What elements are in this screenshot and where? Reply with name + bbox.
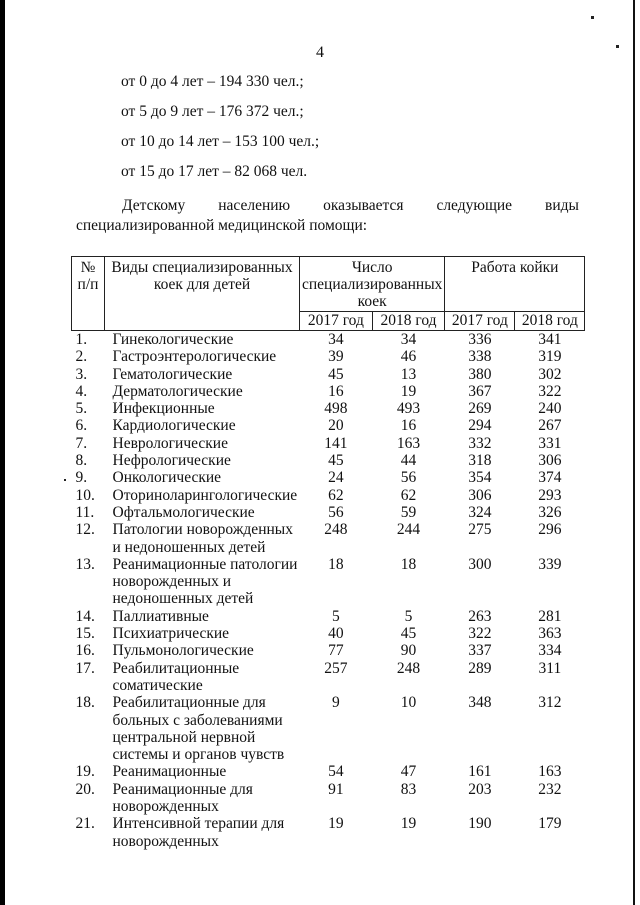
- row-number: 21.: [75, 815, 95, 833]
- row-number: 18.: [75, 694, 95, 712]
- table-row: [72, 417, 585, 434]
- bed-type-name: Реабилитационные соматические: [112, 659, 240, 694]
- bed-work-2018: 311: [538, 659, 562, 677]
- row-number: 16.: [75, 642, 95, 660]
- bed-work-2018: 240: [538, 400, 562, 418]
- bed-type-name: Паллиативные: [112, 607, 209, 625]
- beds-2017: 91: [328, 780, 344, 798]
- bed-work-2018: 232: [538, 780, 562, 798]
- bed-work-2017: 338: [468, 348, 492, 366]
- bed-type-name: Реанимационные: [112, 763, 227, 781]
- beds-2017: 34: [328, 331, 344, 348]
- bed-type-name: Гинекологические: [112, 331, 234, 348]
- bed-work-2018: 363: [538, 625, 562, 643]
- bed-work-2017: 275: [468, 521, 492, 539]
- bed-work-2018: 339: [538, 555, 562, 573]
- table-row: [72, 487, 585, 504]
- bed-work-2017: 289: [468, 659, 492, 677]
- age-group-item: от 0 до 4 лет – 194 330 чел.;: [121, 73, 304, 90]
- beds-2018: 44: [400, 452, 417, 470]
- bed-work-2018: 267: [538, 417, 562, 435]
- table-row: [72, 625, 585, 642]
- beds-2018: 493: [396, 400, 421, 418]
- beds-2017: 77: [328, 642, 344, 660]
- header-beds-count: Число специализированных коек: [300, 257, 445, 312]
- beds-2017: 141: [324, 434, 348, 452]
- bed-type-name: Онкологические: [112, 469, 222, 487]
- bed-work-2018: 322: [538, 382, 562, 400]
- header-work-2017: 2017 год: [445, 312, 515, 331]
- bed-type-name: Реанимационные патологии новорожденных и недоношенных детей: [112, 555, 298, 608]
- row-number: 11.: [75, 503, 95, 521]
- beds-2017: 18: [328, 555, 344, 573]
- beds-2018: 62: [400, 486, 417, 504]
- table-row: [72, 469, 585, 486]
- row-number: 10.: [75, 486, 95, 504]
- beds-2017: 62: [328, 486, 344, 504]
- header-work-2018: 2018 год: [515, 312, 585, 331]
- beds-2018: 10: [400, 694, 417, 712]
- bed-work-2017: 161: [468, 763, 492, 781]
- bed-work-2017: 322: [468, 625, 492, 643]
- row-number: 15.: [75, 625, 95, 643]
- bed-type-name: Реабилитационные для больных с заболеваниями центральной нервной системы и органов чувств: [112, 694, 285, 764]
- beds-2017: 498: [324, 400, 348, 418]
- beds-2017: 257: [324, 659, 348, 677]
- row-number: 19.: [75, 763, 95, 781]
- beds-2017: 248: [324, 521, 348, 539]
- beds-2017: 19: [328, 815, 344, 833]
- bed-type-name: Гастроэнтерологические: [112, 348, 277, 366]
- bed-work-2018: 296: [538, 521, 562, 539]
- intro-word: населению: [218, 197, 291, 214]
- bed-work-2017: 324: [468, 503, 492, 521]
- intro-line-1: [76, 196, 579, 216]
- bed-type-name: Пульмонологические: [112, 642, 254, 660]
- beds-2017: 9: [331, 694, 340, 712]
- page-number: 4: [316, 44, 324, 61]
- age-group-item: от 15 до 17 лет – 82 068 чел.: [121, 163, 308, 180]
- scan-edge-left: [0, 0, 5, 905]
- row-number: 7.: [75, 434, 88, 452]
- bed-work-2018: 293: [538, 486, 562, 504]
- table-row: [72, 452, 585, 469]
- beds-2018: 56: [400, 469, 417, 487]
- beds-2018: 5: [404, 607, 413, 625]
- row-number: 2.: [75, 348, 88, 366]
- beds-2017: 39: [328, 348, 344, 366]
- table-row: [72, 366, 585, 383]
- bed-work-2017: 318: [468, 452, 492, 470]
- beds-2017: 54: [328, 763, 344, 781]
- bed-work-2018: 334: [538, 642, 562, 660]
- beds-2018: 19: [400, 382, 417, 400]
- beds-2018: 34: [400, 331, 417, 348]
- beds-2017: 24: [328, 469, 344, 487]
- bed-work-2017: 336: [468, 331, 492, 348]
- intro-paragraph: [76, 196, 579, 236]
- table-row: [72, 763, 585, 780]
- intro-word: следующие: [436, 197, 513, 214]
- beds-2017: 45: [328, 365, 344, 383]
- scan-edge-right: [633, 0, 635, 905]
- table-row: [72, 694, 585, 763]
- bed-work-2018: 306: [538, 452, 562, 470]
- table-row: [72, 435, 585, 452]
- table-row: [72, 815, 585, 850]
- table-row: [72, 348, 585, 365]
- table-body: [72, 331, 585, 850]
- bed-work-2017: 306: [468, 486, 492, 504]
- bed-work-2017: 203: [468, 780, 492, 798]
- bed-work-2017: 337: [468, 642, 492, 660]
- bed-work-2018: 281: [538, 607, 562, 625]
- row-number: 9.: [75, 469, 88, 487]
- row-number: 4.: [75, 382, 88, 400]
- bed-work-2017: 380: [468, 365, 492, 383]
- bed-work-2017: 367: [468, 382, 492, 400]
- beds-2018: 46: [400, 348, 417, 366]
- beds-2018: 59: [400, 503, 417, 521]
- table-row: [72, 642, 585, 659]
- row-number: 8.: [75, 452, 88, 470]
- bed-work-2017: 263: [468, 607, 492, 625]
- bed-work-2017: 269: [468, 400, 492, 418]
- bed-type-name: Интенсивной терапии для новорожденных: [112, 815, 285, 850]
- intro-word: оказывается: [323, 197, 404, 214]
- bed-type-name: Неврологические: [112, 434, 228, 452]
- bed-work-2017: 354: [468, 469, 492, 487]
- row-number: 6.: [75, 417, 88, 435]
- bed-work-2018: 163: [538, 763, 562, 781]
- table-row: [72, 400, 585, 417]
- bed-work-2018: 326: [538, 503, 562, 521]
- bed-work-2018: 331: [538, 434, 562, 452]
- bed-work-2017: 348: [468, 694, 492, 712]
- row-number: 1.: [75, 331, 88, 348]
- bed-work-2018: 302: [538, 365, 562, 383]
- bed-work-2017: 294: [468, 417, 492, 435]
- intro-line-2: специализированной медицинской помощи:: [76, 217, 368, 234]
- bed-type-name: Патологии новорожденных и недоношенных детей: [112, 521, 293, 556]
- beds-2018: 244: [396, 521, 421, 539]
- bed-type-name: Оториноларингологические: [112, 486, 298, 504]
- bed-type-name: Нефрологические: [112, 452, 231, 470]
- bed-work-2018: 374: [538, 469, 562, 487]
- header-beds-2018: 2018 год: [372, 312, 445, 331]
- intro-word: виды: [545, 197, 579, 214]
- table-row: [72, 331, 585, 349]
- table-row: [72, 660, 585, 695]
- age-group-item: от 10 до 14 лет – 153 100 чел.;: [121, 133, 320, 150]
- bed-type-name: Инфекционные: [112, 400, 215, 418]
- scan-speck: [64, 479, 66, 481]
- bed-work-2017: 332: [468, 434, 492, 452]
- table-row: [72, 608, 585, 625]
- header-bed-type: Виды специализированных коек для детей: [105, 257, 300, 331]
- beds-2018: 13: [400, 365, 417, 383]
- row-number: 3.: [75, 365, 88, 383]
- scan-speck: [591, 16, 594, 19]
- beds-2018: 47: [400, 763, 417, 781]
- row-number: 12.: [75, 521, 95, 539]
- beds-2018: 18: [400, 555, 417, 573]
- bed-type-name: Реанимационные для новорожденных: [112, 780, 253, 816]
- table-row: [72, 521, 585, 556]
- bed-work-2017: 300: [468, 555, 492, 573]
- bed-type-name: Гематологические: [112, 365, 233, 383]
- beds-2017: 56: [328, 503, 344, 521]
- beds-2017: 16: [328, 382, 344, 400]
- table-row: [72, 556, 585, 608]
- beds-2018: 16: [400, 417, 417, 435]
- bed-work-2017: 190: [468, 815, 492, 833]
- bed-work-2018: 312: [538, 694, 562, 712]
- beds-2018: 90: [400, 642, 417, 660]
- intro-word: Детскому: [122, 197, 186, 214]
- bed-work-2018: 319: [538, 348, 562, 366]
- bed-type-name: Дерматологические: [112, 382, 243, 400]
- bed-type-name: Офтальмологические: [112, 503, 255, 521]
- beds-2017: 45: [328, 452, 344, 470]
- beds-2017: 20: [328, 417, 344, 435]
- row-number: 13.: [75, 555, 95, 573]
- beds-table: [71, 256, 585, 850]
- beds-2018: 45: [400, 625, 417, 643]
- header-bed-work: Работа койки: [445, 257, 585, 312]
- bed-work-2018: 179: [538, 815, 562, 833]
- table-row: [72, 504, 585, 521]
- bed-type-name: Психиатрические: [112, 625, 230, 643]
- row-number: 14.: [75, 607, 95, 625]
- header-num: № п/п: [72, 257, 105, 331]
- beds-2017: 5: [331, 607, 340, 625]
- beds-2018: 163: [396, 434, 421, 452]
- beds-2017: 40: [328, 625, 344, 643]
- age-group-list: [121, 67, 319, 187]
- beds-2018: 248: [396, 659, 421, 677]
- row-number: 5.: [75, 400, 88, 418]
- bed-work-2018: 341: [538, 331, 562, 348]
- row-number: 20.: [75, 780, 95, 798]
- bed-type-name: Кардиологические: [112, 417, 236, 435]
- row-number: 17.: [75, 659, 95, 677]
- age-group-item: от 5 до 9 лет – 176 372 чел.;: [121, 103, 304, 120]
- beds-2018: 83: [400, 780, 417, 798]
- header-beds-2017: 2017 год: [300, 312, 373, 331]
- table-row: [72, 383, 585, 400]
- beds-2018: 19: [400, 815, 417, 833]
- table-row: [72, 781, 585, 816]
